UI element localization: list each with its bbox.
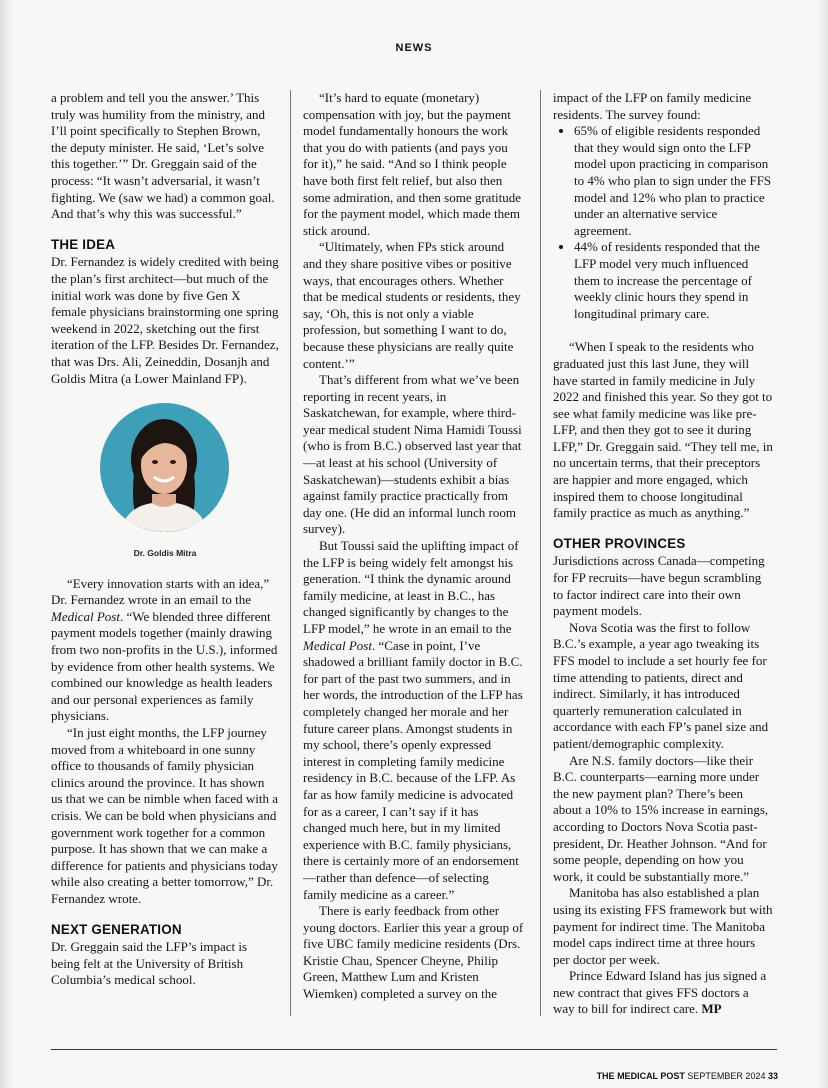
column-3 xyxy=(553,90,773,1018)
paragraph: impact of the LFP on family medicine residents. The survey found: xyxy=(553,90,752,122)
paragraph: Nova Scotia was the first to follow B.C.’s example, a year ago tweaking its FFS model to include a set hourly fee for time attending to patients, direct and indirect. Similarly, it has introduced quarterly remuneration calculated in accordance with each FP’s panel size and patient/demographic complexity. xyxy=(553,619,769,751)
paragraph: a problem and tell you the answer.’ This truly was humility from the ministry, and I’ll point specifically to Stephen Brown, the deputy minister. He said, ‘Let’s solve this together.’” Dr. Greggain said of the process: “It wasn’t adversarial, it wasn’t fighting. We (saw we had) a common goal. And that’s why this was successful.” xyxy=(51,90,275,222)
paragraph: “When I speak to the residents who graduated just this last June, they will have started in family medicine in July 2022 and finished this year. So they got to see what family medicine was like pre-LFP, and then they got to see it during LFP,” Dr. Greggain said. “They tell me, in no uncertain terms, that their preceptors are happier and more engaged, which inspired them to choose longitudinal family practice as much as anything.” xyxy=(553,339,773,521)
subheading-next-generation: NEXT GENERATION xyxy=(51,921,182,937)
subheading-other-provinces: OTHER PROVINCES xyxy=(553,535,686,551)
portrait-photo xyxy=(100,403,229,532)
portrait-illustration xyxy=(100,403,229,532)
paragraph: “It’s hard to equate (monetary) compensation with joy, but the payment model fundamentally honours the work that you do with patients (and pays you for it),” he said. “And so I think people have both first felt relief, but also then some admiration, and then some gratitude for the payment model, which made them stick around. xyxy=(303,90,522,238)
footer-rule xyxy=(51,1049,777,1050)
paragraph: But Toussi said the uplifting impact of the LFP is being widely felt amongst his generation. “I think the dynamic around family medicine, at least in B.C., has changed significantly by changes to the LFP model,” he wrote in an email to the Medical Post. “Case in point, I’ve shadowed a brilliant family doctor in B.C. for part of the past two summers, and in her words, the introduction of the LFP has completely changed her morale and her future career plans. Amongst students in my school, there’s openly expressed interest in completing family medicine residency in B.C. because of the LFP. As far as how family medicine is advocated for as a career, I can’t say if it has changed much here, but in my limited experience with B.C. family physicians, there is certainly more of an endorsement—rather than defence—of selecting family medicine as a career.” xyxy=(303,538,523,902)
list-item: • 65% of eligible residents responded that they would sign onto the LFP model upon practicing in comparison to 4% who plan to sign under the FFS model and 12% who plan to practice under an alternative service agreement. xyxy=(574,123,773,239)
column-divider xyxy=(290,90,291,1016)
paragraph: That’s different from what we’ve been reporting in recent years, in Saskatchewan, for example, where third-year medical student Nima Hamidi Toussi (who is from B.C.) observed last year that—at least at his school (University of Saskatchewan)—students exhibit a bias against family practice practically from day one. (He did an informal lunch room survey). xyxy=(303,372,522,537)
paragraph: Prince Edward Island has jus signed a new contract that gives FFS doctors a way to bill for indirect care. MP xyxy=(553,968,767,1017)
column-divider xyxy=(540,90,541,1016)
paragraph: Jurisdictions across Canada—competing for FP recruits—have begun scrambling to factor indirect care into their own payment models. xyxy=(553,553,765,619)
paragraph: “In just eight months, the LFP journey moved from a whiteboard in one sunny office to thousands of family physician clinics around the province. It has shown us that we can be nimble when faced with a crisis. We can be bold when physicians and government work together for a common purpose. It has shown that we can make a difference for patients and physicians today while also creating a better tomorrow,” Dr. Fernandez wrote. xyxy=(51,725,279,906)
paragraph: Dr. Fernandez is widely credited with being the plan’s first architect—but much of the initial work was done by five Gen X female physicians brainstorming one spring weekend in 2022, sketching out the first iteration of the LFP. Besides Dr. Fernandez, that was Drs. Ali, Zeineddin, Dosanjh and Goldis Mitra (a Lower Mainland FP). xyxy=(51,254,279,386)
survey-results-list xyxy=(553,123,773,322)
page-footer xyxy=(597,1071,778,1081)
paragraph: Manitoba has also established a plan using its existing FFS framework but with payment for indirect time. The Manitoba model caps indirect time at three hours per doctor per week. xyxy=(553,885,773,967)
column-2 xyxy=(303,90,524,1003)
paragraph: “Every innovation starts with an idea,” Dr. Fernandez wrote in an email to the Medical Post. “We blended three different payment models together (mainly drawing from two non-profits in the U.S.), informed by evidence from other health systems. We combined our knowledge as health leaders and our personal experiences as family physicians. xyxy=(51,575,278,724)
list-item: • 44% of residents responded that the LFP model very much influenced them to increase the percentage of weekly clinic hours they spend in longitudinal primary care. xyxy=(574,239,773,322)
subheading-the-idea: THE IDEA xyxy=(51,236,116,252)
issue-date: SEPTEMBER 2024 xyxy=(687,1071,766,1081)
section-label: NEWS xyxy=(395,42,433,54)
page-number: 33 xyxy=(767,1071,778,1081)
paragraph: “Ultimately, when FPs stick around and they share positive vibes or positive ways, that encourages others. Whether that be medical students or residents, they say, ‘Oh, this is not only a viable profession, but something I want to do, because these physicians are really quite content.’” xyxy=(303,239,521,371)
photo-caption: Dr. Goldis Mitra xyxy=(133,548,197,559)
paragraph: Are N.S. family doctors—like their B.C. counterparts—earning more under the new payment plan? There’s been about a 10% to 15% increase in earnings, according to Doctors Nova Scotia past-president, Dr. Heather Johnson. “And for some people, depending on how you work, it could be substantially more.” xyxy=(553,752,769,884)
paragraph: There is early feedback from other young doctors. Earlier this year a group of five UBC family medicine residents (Drs. Kristie Chau, Spencer Cheyne, Philip Green, Matthew Lum and Kristen Wiemken) completed a survey on the xyxy=(303,903,524,1002)
column-1 xyxy=(51,90,279,989)
end-mark: MP xyxy=(701,1001,722,1017)
paragraph: Dr. Greggain said the LFP’s impact is being felt at the University of British Columbia’s medical school. xyxy=(51,939,248,988)
publication-name: THE MEDICAL POST xyxy=(596,1071,685,1081)
